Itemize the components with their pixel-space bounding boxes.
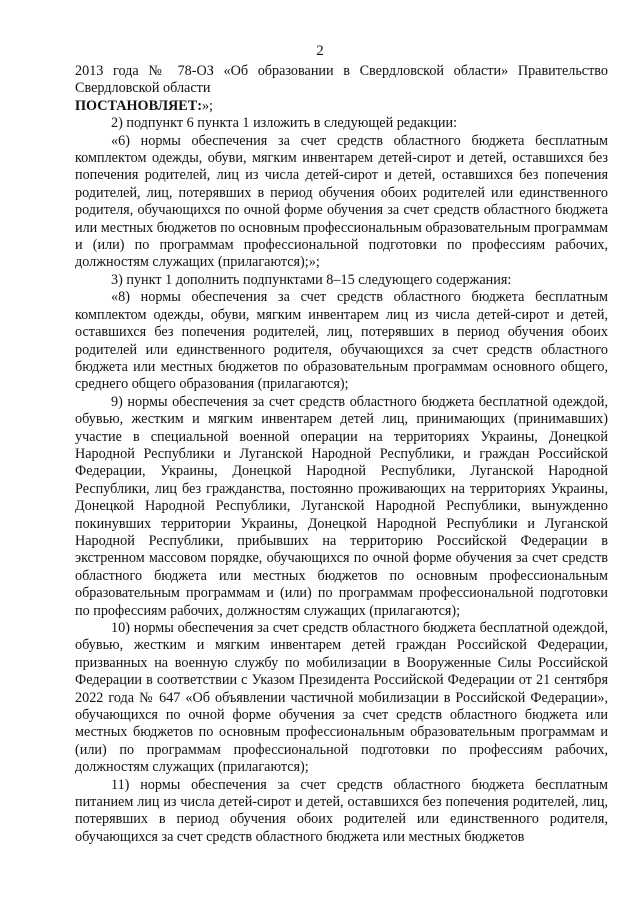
- paragraph-subitem-6: «6) нормы обеспечения за счет средств областного бюджета бесплатным комплектом одежды, обуви, мягким инвентарем детей-сирот и детей, оставшихся без попечения родителей, лиц из числа детей-сирот и детей, оставшихся без попечения родителей, лиц, потерявших в период обучения обоих родителей или единственного родителя, обучающихся по очной форме обучения за счет средств областного бюджета или местных бюджетов по основным профессиональным образовательным программам и (или) по программам профессиональной подготовки по профессиям рабочих, должностям служащих (прилагаются);»;: [75, 132, 608, 271]
- paragraph-subitem-10: 10) нормы обеспечения за счет средств областного бюджета бесплатной одеждой, обувью, жестким и мягким инвентарем детей граждан Российской Федерации, призванных на военную службу по мобилизации в Вооруженные Силы Российской Федерации в соответствии с Указом Президента Российской Федерации от 21 сентября 2022 года № 647 «Об объявлении частичной мобилизации в Российской Федерации», обучающихся по очной форме обучения за счет средств областного бюджета или местных бюджетов по основным профессиональным образовательным программам и (или) по программам профессиональной подготовки по профессиям рабочих, должностям служащих (прилагаются);: [75, 620, 608, 776]
- paragraph-intro: 2013 года № 78-ОЗ «Об образовании в Свердловской области» Правительство Свердловской области: [75, 63, 608, 97]
- paragraph-subitem-8: «8) нормы обеспечения за счет средств областного бюджета бесплатным комплектом одежды, обуви, мягким инвентарем лиц из числа детей-сирот и детей, оставшихся без попечения родителей, лиц, потерявших в период обучения обоих родителей или единственного родителя, обучающихся за счет средств областного бюджета или местных бюджетов по образовательным программам основного общего, среднего общего образования (прилагаются);: [75, 289, 608, 393]
- paragraph-subitem-11: 11) нормы обеспечения за счет средств областного бюджета бесплатным питанием лиц из числа детей-сирот и детей, оставшихся без попечения родителей, лиц, потерявших в период обучения обоих родителей или единственного родителя, обучающихся за счет средств областного бюджета или местных бюджетов: [75, 776, 608, 845]
- paragraph-item-3: 3) пункт 1 дополнить подпунктами 8–15 следующего содержания:: [111, 271, 512, 288]
- resolution-line: [75, 98, 608, 115]
- resolution-tail: »;: [201, 97, 213, 114]
- paragraph-item-2: 2) подпункт 6 пункта 1 изложить в следующей редакции:: [111, 115, 458, 132]
- paragraph-subitem-9: 9) нормы обеспечения за счет средств областного бюджета бесплатной одеждой, обувью, жестким и мягким инвентарем детей лиц, принимающих (принимавших) участие в специальной военной операции на территориях Украины, Донецкой Народной Республики и Луганской Народной Республики, и граждан Российской Федерации, Украины, Донецкой Народной Республики, Луганской Народной Республики, лиц без гражданства, постоянно проживающих на территориях Украины, Донецкой Народной Республики, Луганской Народной Республики, вынужденно покинувших территории Украины, Донецкой Народной Республики и Луганской Народной Республики, прибывших на территорию Российской Федерации в экстренном массовом порядке, обучающихся по очной форме обучения за счет средств областного бюджета или местных бюджетов по основным профессиональным образовательным программам и (или) по программам профессиональной подготовки по профессиям рабочих, должностям служащих (прилагаются);: [75, 393, 608, 619]
- page-number: 2: [316, 43, 324, 59]
- document-body: [75, 63, 608, 846]
- resolution-word: ПОСТАНОВЛЯЕТ:: [75, 97, 202, 114]
